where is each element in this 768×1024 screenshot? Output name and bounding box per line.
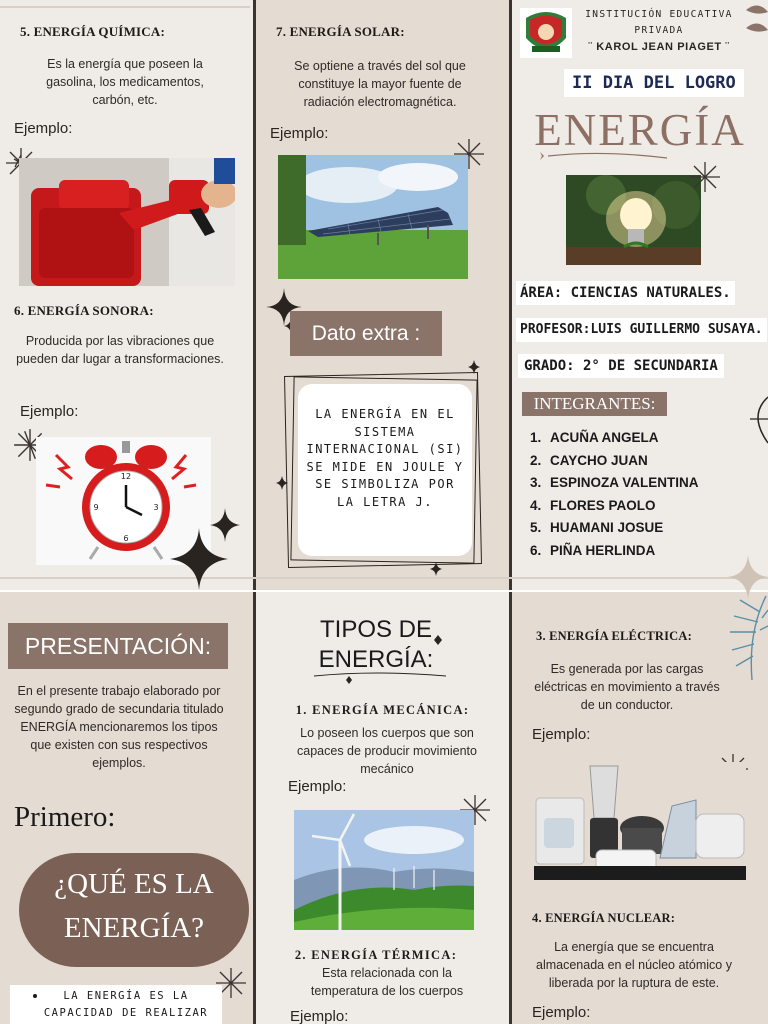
members-heading: INTEGRANTES: [522, 392, 667, 416]
solar-panel-icon [278, 155, 468, 279]
svg-text:9: 9 [93, 503, 99, 512]
mechanical-text: Lo poseen los cuerpos que son capaces de producir movimiento mecánico [297, 726, 477, 776]
mechanical-title: 1. ENERGÍA MECÁNICA: [295, 703, 470, 717]
types-heading-line1: TIPOS DE [319, 616, 433, 643]
sparkle-icon [468, 360, 480, 374]
question-line2: ENERGÍA? [63, 912, 205, 944]
thermal-text: Esta relacionada con la temperatura de los cuerpos [310, 966, 464, 998]
appliances-icon [534, 762, 746, 880]
svg-text:6: 6 [123, 534, 129, 543]
gas-can-image [19, 158, 235, 286]
presentation-heading: PRESENTACIÓN: [24, 633, 212, 659]
leaf-icon [742, 2, 768, 36]
grade-label: GRADO: 2° DE SECUNDARIA [518, 354, 724, 378]
area-label: ÁREA: CIENCIAS NATURALES. [516, 281, 735, 305]
leaf-icon [722, 592, 768, 682]
leaf-icon [738, 395, 768, 445]
chemical-example-label: Ejemplo: [14, 120, 73, 137]
extra-label: Dato extra : [311, 322, 421, 345]
school-crest [520, 8, 572, 58]
bullet-dot [33, 994, 37, 998]
sound-description: Producida por las vibraciones que pueden dar lugar a transformaciones. [16, 334, 224, 366]
members-list [530, 427, 699, 562]
electric-title: 3. ENERGÍA ELÉCTRICA: [536, 629, 692, 643]
nuclear-example-label: Ejemplo: [532, 1004, 591, 1021]
institution-name: ¨ KAROL JEAN PIAGET ¨ [588, 41, 730, 53]
light-bulb-icon [566, 175, 701, 265]
presentation-text: En el presente trabajo elaborado por segundo grado de secundaria titulado ENERGÍA mencionaremos los tipos que existen con sus respectivos ejemplos. [14, 684, 224, 770]
sound-title: 6. ENERGÍA SONORA: [14, 303, 154, 318]
thermal-title: 2. ENERGÍA TÉRMICA: [294, 948, 458, 962]
extra-text: LA ENERGÍA EN EL SISTEMA INTERNACIONAL (SI) SE MIDE EN JOULE Y SE SIMBOLIZA POR LA LETRA J. [306, 407, 464, 509]
nuclear-title: 4. ENERGÍA NUCLEAR: [532, 911, 676, 925]
institution-line2: PRIVADA [634, 25, 684, 36]
member-item: 3. ESPINOZA VALENTINA [530, 475, 699, 490]
mechanical-example-label: Ejemplo: [288, 778, 347, 795]
light-bulb-image [566, 175, 701, 265]
solar-panel-image [278, 155, 468, 279]
first-label: Primero: [14, 801, 116, 833]
nuclear-text: La energía que se encuentra almacenada en el núcleo atómico y liberada por la ruptura de este. [536, 940, 732, 990]
sparkle-icon [276, 476, 288, 490]
institution-line1: INSTITUCIÓN EDUCATIVA [585, 9, 733, 20]
electric-description: Es generada por las cargas eléctricas en movimiento a través de un conductor. [534, 662, 720, 712]
chemical-description: Es la energía que poseen la gasolina, los medicamentos, carbón, etc. [46, 57, 204, 107]
teacher-label: PROFESOR:LUIS GUILLERMO SUSAYA. [516, 318, 767, 342]
member-item: 4. FLORES PAOLO [530, 497, 656, 513]
member-item: 1. ACUÑA ANGELA [530, 430, 659, 445]
sound-example-label: Ejemplo: [20, 403, 79, 420]
fold-line [0, 577, 768, 579]
fold-line [0, 6, 250, 8]
electric-example-label: Ejemplo: [532, 726, 591, 743]
question-line1: ¿QUÉ ES LA [54, 868, 214, 900]
member-item: 6. PIÑA HERLINDA [530, 542, 656, 558]
definition-text: LA ENERGÍA ES LA CAPACIDAD DE REALIZAR [43, 990, 209, 1019]
event-title: II DIA DEL LOGRO [564, 69, 744, 97]
svg-text:3: 3 [153, 503, 159, 512]
cover-title: ENERGÍA [534, 105, 746, 155]
fold-line [0, 590, 768, 592]
svg-text:12: 12 [120, 472, 132, 481]
sparkle-icon [686, 160, 724, 194]
sparkle-icon [210, 508, 240, 542]
wind-turbine-icon [294, 810, 474, 930]
member-item: 5. HUAMANI JOSUE [530, 520, 664, 535]
chemical-title: 5. ENERGÍA QUÍMICA: [20, 24, 166, 39]
solar-example-label: Ejemplo: [270, 125, 329, 142]
fold-line [253, 0, 256, 1024]
solar-title: 7. ENERGÍA SOLAR: [276, 24, 405, 39]
school-crest-icon [520, 8, 572, 58]
types-heading-line2: ENERGÍA: [318, 646, 434, 673]
flourish-icon [532, 146, 672, 166]
member-item: 2. CAYCHO JUAN [530, 452, 648, 468]
sparkle-icon [430, 562, 442, 576]
appliances-image [534, 762, 746, 880]
flourish-icon [306, 630, 454, 684]
solar-description: Se optiene a través del sol que constituye la mayor fuente de radiación electromagnética. [294, 59, 466, 109]
wind-turbine-image [294, 810, 474, 930]
thermal-example-label: Ejemplo: [290, 1008, 349, 1024]
